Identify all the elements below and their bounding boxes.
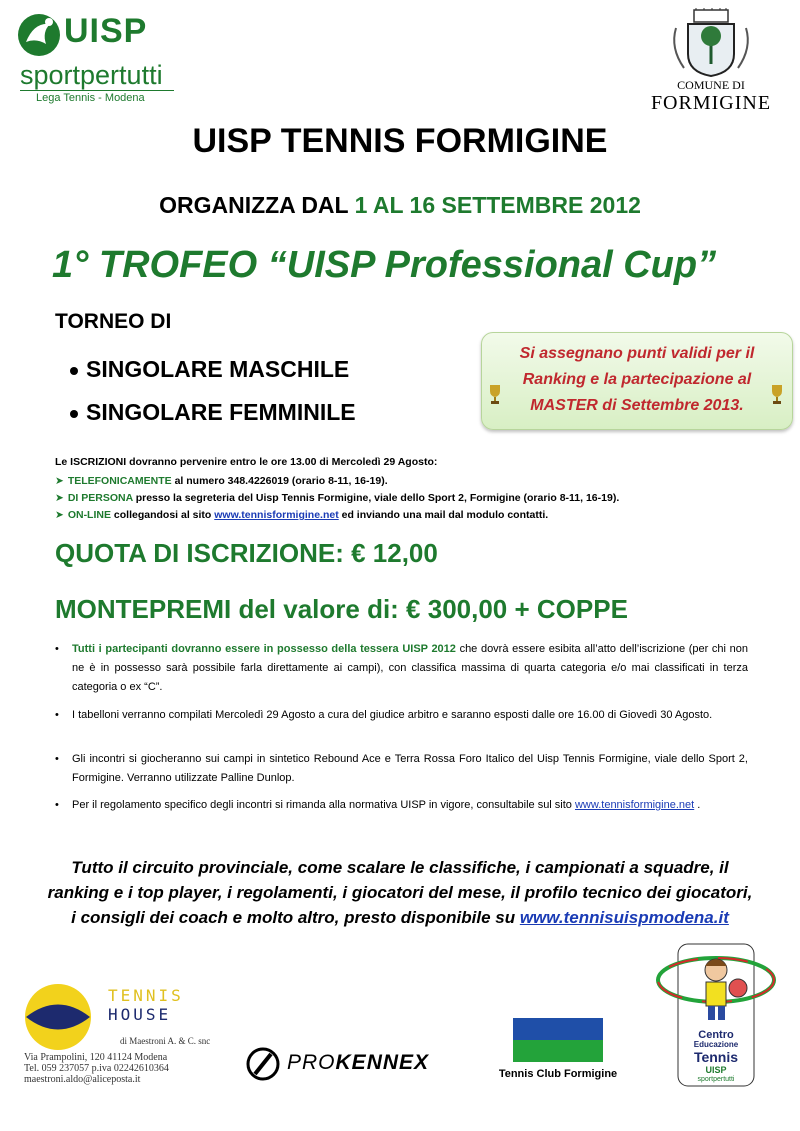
trophy-icon: [488, 383, 502, 405]
arrow-icon: ➤: [55, 475, 64, 487]
footer-text-line: Tutto il circuito provinciale, come scalare le classifiche, i campionati a squadre, il: [71, 858, 729, 877]
uisp-tagline: sportpertutti: [20, 60, 163, 90]
rule-item: • Gli incontri si giocheranno sui campi in sintetico Rebound Ace e Terra Rossa Foro Italico del Uisp Tennis Formigine, viale dello Sport 2, Formigine. Verranno utilizzate Palline Dunlop.: [72, 750, 748, 788]
uisp-wordmark: UISP: [64, 12, 148, 50]
dates-prefix: ORGANIZZA DAL: [159, 192, 355, 218]
tournament-label: TORNEO DI: [55, 310, 172, 333]
centro-educazione-tennis-logo: [650, 940, 782, 1090]
category-item: SINGOLARE MASCHILE: [70, 356, 349, 383]
registration-phone: ➤ TELEFONICAMENTE al numero 348.4226019 (orario 8-11, 16-19).: [55, 475, 388, 487]
logo-divider: [20, 90, 174, 91]
prize-pool: MONTEPREMI del valore di: € 300,00 + COPPE: [55, 594, 628, 624]
tennis-ball-icon: [18, 982, 98, 1052]
arrow-icon: ➤: [55, 509, 64, 521]
cet-uisp-label: UISP sportpertutti: [697, 1065, 735, 1083]
tennis-player-icon: [16, 12, 62, 58]
prokennex-emblem-icon: [245, 1046, 281, 1082]
registration-online: ➤ ON-LINE collegandosi al sito www.tennisformigine.net ed inviando una mail dal modulo contatti.: [55, 509, 549, 521]
bullet-icon: [70, 410, 78, 418]
arrow-icon: ➤: [55, 492, 64, 504]
rule-item: • Tutti i partecipanti dovranno essere in possesso della tessera UISP 2012 che dovrà essere esibita all’atto dell’iscrizione (per chi non ne è in possesso sarà possibile farla direttamente ai campi), con classifica massima di quarta categoria e/o mai classificati in terza categoria o ex “C”.: [72, 640, 748, 697]
ranking-note-box: [481, 332, 793, 430]
prokennex-wordmark: PROKENNEX: [287, 1051, 430, 1074]
registration-in-person: ➤ DI PERSONA presso la segreteria del Uisp Tennis Formigine, viale dello Sport 2, Formigine (orario 8-11, 16-19).: [55, 492, 620, 504]
tennis-house-address: Via Prampolini, 120 41124 Modena: [24, 1052, 168, 1063]
event-dates: [0, 192, 800, 219]
bullet-icon: •: [55, 799, 59, 811]
cet-wordmark: Centro Educazione Tennis: [693, 1029, 739, 1065]
comune-formigine-logo: [636, 8, 786, 113]
comune-label: COMUNE DI: [677, 78, 745, 92]
club-flag-icon: [513, 1018, 603, 1062]
trophy-icon: [770, 383, 784, 405]
bullet-icon: [70, 367, 78, 375]
tennisformigine-link[interactable]: www.tennisformigine.net: [214, 509, 339, 521]
page-title: UISP TENNIS FORMIGINE: [192, 122, 608, 160]
bullet-icon: •: [55, 643, 59, 655]
footer-text-line: ranking e i top player, i regolamenti, i giocatori del mese, il profilo tecnico dei giocatori,: [47, 883, 753, 902]
event-name: 1° TROFEO “UISP Professional Cup”: [52, 244, 717, 286]
bullet-icon: •: [55, 753, 59, 765]
tennisformigine-link[interactable]: www.tennisformigine.net: [574, 799, 695, 811]
tennis-house-name: TENNIS HOUSE: [108, 986, 184, 1024]
rule-item: • Per il regolamento specifico degli incontri si rimanda alla normativa UISP in vigore, consultabile sul sito www.tennisformigine.net .: [72, 796, 748, 815]
uisp-league-label: Lega Tennis - Modena: [36, 92, 145, 104]
ranking-note-line: Si assegnano punti validi per il: [519, 345, 755, 362]
tennisuispmodena-link[interactable]: www.tennisuispmodena.it: [519, 908, 729, 927]
ranking-note-line: MASTER di Settembre 2013.: [530, 397, 744, 414]
prokennex-logo: [245, 1044, 465, 1084]
rule-item: • I tabelloni verranno compilati Mercoledì 29 Agosto a cura del giudice arbitro e saranno esposti dalle ore 16.00 di Giovedì 30 Agosto.: [72, 706, 748, 725]
ranking-note-line: Ranking e la partecipazione al: [522, 371, 752, 388]
bullet-icon: •: [55, 709, 59, 721]
uisp-logo: [14, 10, 174, 110]
comune-name: FORMIGINE: [650, 92, 772, 114]
dates-range: 1 AL 16 SETTEMBRE 2012: [354, 192, 641, 218]
tennis-house-phone: Tel. 059 237057 p.iva 02242610364: [24, 1063, 169, 1074]
tennis-house-logo: [12, 980, 227, 1085]
tennis-house-company: di Maestroni A. & C. snc: [120, 1036, 211, 1046]
tennis-club-formigine-logo: [483, 1018, 633, 1088]
tennis-house-email: maestroni.aldo@aliceposta.it: [24, 1074, 141, 1085]
registration-fee: QUOTA DI ISCRIZIONE: € 12,00: [55, 538, 438, 568]
registration-intro: Le ISCRIZIONI dovranno pervenire entro le ore 13.00 di Mercoledì 29 Agosto:: [55, 456, 438, 468]
coat-of-arms-icon: [636, 8, 786, 78]
footer-text-line: i consigli dei coach e molto altro, presto disponibile su www.tennisuispmodena.it: [71, 908, 729, 927]
category-item: SINGOLARE FEMMINILE: [70, 399, 356, 426]
tennis-club-name: Tennis Club Formigine: [498, 1068, 618, 1080]
